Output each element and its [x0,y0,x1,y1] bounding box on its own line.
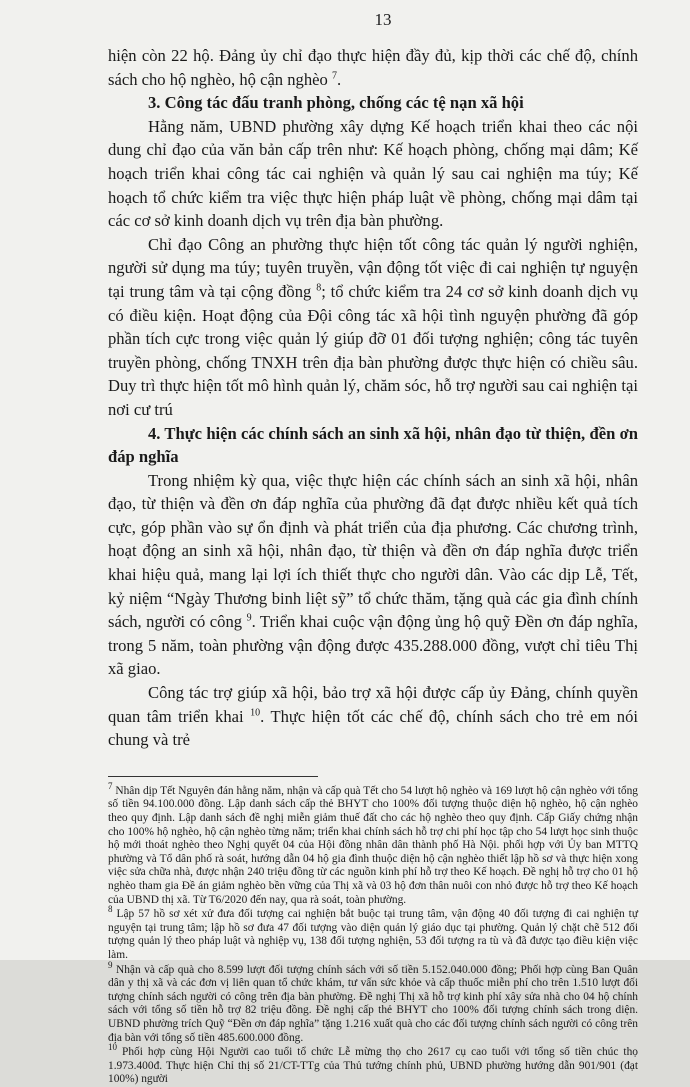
body-text [108,44,638,752]
paragraph-poverty-end: hiện còn 22 hộ. Đảng ủy chỉ đạo thực hiện đầy đủ, kịp thời các chế độ, chính sách cho hộ nghèo, hộ cận nghèo $^7$. [108,46,638,89]
footnote-ref-7[interactable]: 7 [331,70,337,82]
footnote-separator [108,776,318,777]
page-number: 13 [374,10,392,29]
paragraph-social-welfare: Trong nhiệm kỳ qua, việc thực hiện các chính sách an sinh xã hội, nhân đạo, từ thiện và đền ơn đáp nghĩa của phường đã đạt được nhiều kết quả tích cực, góp phần vào sự ổn định và phát triển của địa phương. Các chương trình, hoạt động an sinh xã hội, nhân đạo, từ thiện và đền ơn đáp nghĩa được triển khai hiệu quả, mang lại lợi ích thiết thực cho người dân. Vào các dịp Lễ, Tết, kỷ niệm “Ngày Thương binh liệt sỹ” tổ chức thăm, tặng quà các gia đình chính sách, người có công $^9$. Triển khai cuộc vận động ủng hộ quỹ Đền ơn đáp nghĩa, trong 5 năm, toàn phường vận động được 435.288.000 đồng, vượt chỉ tiêu Thị xã giao. [108,470,638,679]
paragraph-plans: Hằng năm, UBND phường xây dựng Kế hoạch triển khai theo các nội dung chỉ đạo của văn bản cấp trên như: Kế hoạch phòng, chống mại dâm; Kế hoạch triển khai công tác cai nghiện và quản lý sau cai nghiện ma túy; Kế hoạch tổ chức kiểm tra việc thực hiện pháp luật về phòng, chống mại dâm tại các cơ sở kinh doanh dịch vụ trên địa bàn phường. [108,116,638,231]
footnote-10: $^{10}$ Phối hợp cùng Hội Người cao tuổi tổ chức Lễ mừng thọ cho 2617 cụ cao tuổi với tổng số tiền chúc thọ 1.973.400đ. Thực hiện Chỉ thị số 21/CT-TTg của Thủ tướng chính phủ, UBND phường hướng dẫn 901/901 (đạt 100%) người [108,1042,638,1086]
footnote-ref-10[interactable]: 10 [250,707,261,719]
section-heading-4: 4. Thực hiện các chính sách an sinh xã hội, nhân đạo từ thiện, đền ơn đáp nghĩa [108,423,638,467]
footnotes [108,781,638,1087]
footnote-9: $^9$ Nhận và cấp quà cho 8.599 lượt đối tượng chính sách với số tiền 5.152.040.000 đồng; Phối hợp cùng Ban Quân dân y thị xã và các đơn vị liên quan tổ chức khám, tư vấn sức khỏe và cấp thuốc miễn phí cho trên 1.510 lượt đối tượng chính sách người có công trên địa bàn phường. Đề nghị Thị xã hỗ trợ kinh phí xây sửa nhà cho 04 hộ chính sách với tổng số tiền hỗ trợ 82 triệu đồng. Đề nghị cấp thẻ BHYT cho 100% đối tượng chính sách trong diện. UBND phường trích Quỹ “Đền ơn đáp nghĩa” tặng 1.216 xuất quà cho các đối tượng chính sách người có công trên địa bàn với tổng số tiền 485.600.000 đồng. [108,959,638,1044]
footnote-ref-8[interactable]: 8 [316,282,322,294]
paragraph-social-assistance: Công tác trợ giúp xã hội, bảo trợ xã hội được cấp ủy Đảng, chính quyền quan tâm triển khai $^{10}$. Thực hiện tốt các chế độ, chính sách cho trẻ em nói chung và trẻ [108,683,638,750]
paragraph-police: Chỉ đạo Công an phường thực hiện tốt công tác quản lý người nghiện, người sử dụng ma túy; tuyên truyền, vận động tốt việc đi cai nghiện tự nguyện tại trung tâm và tại cộng đồng $^8$; tổ chức kiểm tra 24 cơ sở kinh doanh dịch vụ có điều kiện. Hoạt động của Đội công tác xã hội tình nguyện phường đã góp phần tích cực trong việc quản lý giúp đỡ 01 đối tượng nghiện; công tác tuyên truyền phòng, chống TNXH trên địa bàn phường được thực hiện có chiều sâu. Duy trì thực hiện tốt mô hình quản lý, chăm sóc, hỗ trợ người sau cai nghiện tại nơi cư trú [108,234,638,419]
footnote-ref-9[interactable]: 9 [246,612,252,624]
footnote-8: $^8$ Lập 57 hồ sơ xét xử đưa đối tượng cai nghiện bắt buộc tại trung tâm, vận động 40 đối tượng đi cai nghiện tự nguyện tại trung tâm; lập hồ sơ đưa 47 đối tượng vào diện quản lý giáo dục tại phường. Quản lý chặt chẽ 512 đối tượng quản lý theo pháp luật và nghiệp vụ, 138 đối tượng nghiện, 53 đối tượng ra tù và đã được tạo điều kiện việc làm. [108,904,638,961]
section-heading-3: 3. Công tác đấu tranh phòng, chống các tệ nạn xã hội [148,93,524,113]
footnote-7: $^7$ Nhân dịp Tết Nguyên đán hằng năm, nhận và cấp quà Tết cho 54 lượt hộ nghèo và 169 lượt hộ cận nghèo với tổng số tiền 94.100.000 đồng. Lập danh sách cấp thẻ BHYT cho 100% đối tượng thuộc diện hộ nghèo, hộ cận nghèo theo quy định. Lập danh sách đề nghị miễn giảm thuế đất cho các hộ nghèo theo quy định. Cấp Giấy chứng nhận cho 100% hộ nghèo, hộ cận nghèo từng năm; triển khai chính sách hỗ trợ chi phí học tập cho 54 lượt học sinh thuộc hộ mới thoát nghèo theo Nghị quyết 04 của Hội đồng nhân dân thành phố Hà Nội. phối hợp với Ủy ban MTTQ phường và Tổ dân phố rà soát, hướng dẫn 04 hộ gia đình thuộc diện hộ cận nghèo thiết lập hồ sơ và thực hiện xong việc sửa chữa nhà, được nhận 240 triệu đồng từ các nguồn kinh phí hỗ trợ theo Kế hoạch. Đề nghị hỗ trợ cho 01 hộ nghèo tham gia Đề án giảm nghèo bền vững của Thị xã và 03 hộ đơn thân nuôi con nhỏ được hỗ trợ theo Kế hoạch của UBND thị xã. Từ T6/2020 đến nay, qua rà soát, toàn phường. [108,781,638,906]
